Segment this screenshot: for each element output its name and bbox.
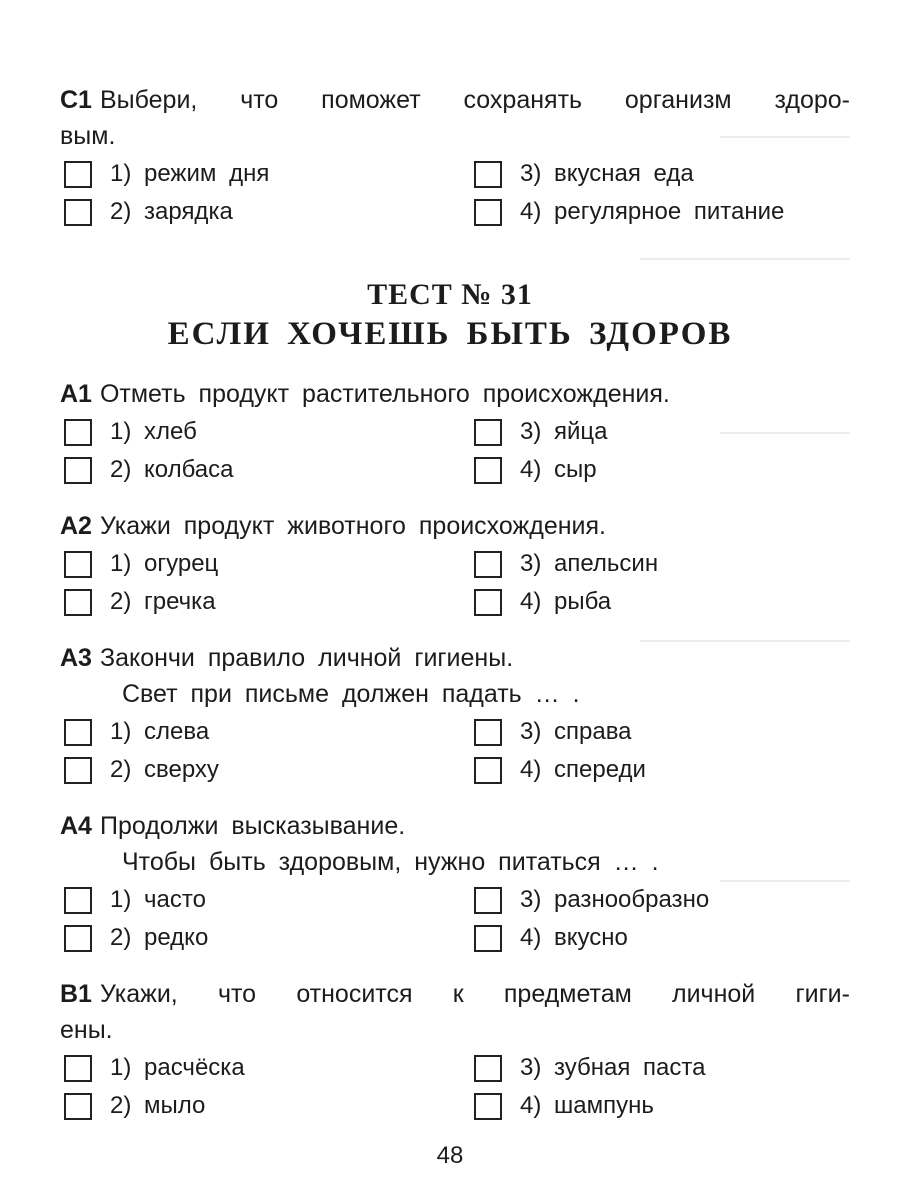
checkbox[interactable] bbox=[64, 457, 92, 484]
checkbox[interactable] bbox=[64, 419, 92, 446]
checkbox[interactable] bbox=[64, 887, 92, 914]
question-number: A1 bbox=[60, 380, 92, 408]
checkbox[interactable] bbox=[64, 719, 92, 746]
question-number: C1 bbox=[60, 86, 92, 114]
question-number: A4 bbox=[60, 812, 92, 840]
checkbox[interactable] bbox=[474, 419, 502, 446]
checkbox[interactable] bbox=[474, 887, 502, 914]
question-text: A2 Укажи продукт животного происхождения. bbox=[60, 512, 606, 540]
question-b1 bbox=[60, 976, 850, 1126]
answer-option[interactable]: 4) регулярное питание bbox=[474, 194, 784, 230]
page-number: 48 bbox=[436, 1142, 464, 1169]
checkbox[interactable] bbox=[474, 199, 502, 226]
bleed-through-line bbox=[640, 258, 850, 260]
question-text: C1 Выбери, что поможет сохранять организм здоро- bbox=[60, 82, 850, 118]
answer-option[interactable]: 4) вкусно bbox=[474, 920, 628, 956]
answer-option[interactable]: 1) режим дня bbox=[64, 156, 269, 192]
answer-option[interactable]: 4) шампунь bbox=[474, 1088, 654, 1124]
question-number: A2 bbox=[60, 512, 92, 540]
answer-option[interactable]: 1) часто bbox=[64, 882, 206, 918]
question-number: A3 bbox=[60, 644, 92, 672]
answer-option[interactable]: 1) хлеб bbox=[64, 414, 197, 450]
answer-options bbox=[60, 714, 850, 790]
answer-option[interactable]: 4) сыр bbox=[474, 452, 597, 488]
answer-option[interactable]: 2) гречка bbox=[64, 584, 216, 620]
answer-option[interactable]: 3) яйца bbox=[474, 414, 608, 450]
checkbox[interactable] bbox=[64, 589, 92, 616]
answer-option[interactable]: 1) огурец bbox=[64, 546, 218, 582]
question-text: A1 Отметь продукт растительного происхождения. bbox=[60, 380, 670, 408]
question-a4 bbox=[60, 808, 850, 958]
answer-option[interactable]: 4) спереди bbox=[474, 752, 646, 788]
answer-option[interactable]: 4) рыба bbox=[474, 584, 611, 620]
question-subtext: Свет при письме должен падать … . bbox=[122, 680, 580, 708]
checkbox[interactable] bbox=[474, 1055, 502, 1082]
checkbox[interactable] bbox=[64, 161, 92, 188]
answer-option[interactable]: 3) справа bbox=[474, 714, 632, 750]
answer-option[interactable]: 3) вкусная еда bbox=[474, 156, 694, 192]
question-a2 bbox=[60, 508, 850, 622]
checkbox[interactable] bbox=[474, 457, 502, 484]
test-number: ТЕСТ № 31 bbox=[367, 278, 533, 311]
checkbox[interactable] bbox=[474, 757, 502, 784]
answer-option[interactable]: 2) сверху bbox=[64, 752, 219, 788]
checkbox[interactable] bbox=[474, 589, 502, 616]
checkbox[interactable] bbox=[64, 925, 92, 952]
question-a1 bbox=[60, 376, 850, 490]
answer-options bbox=[60, 1050, 850, 1126]
answer-option[interactable]: 2) зарядка bbox=[64, 194, 233, 230]
checkbox[interactable] bbox=[474, 161, 502, 188]
question-text-continuation: ены. bbox=[60, 1016, 113, 1044]
answer-option[interactable]: 2) колбаса bbox=[64, 452, 234, 488]
answer-options bbox=[60, 156, 850, 232]
checkbox[interactable] bbox=[64, 551, 92, 578]
question-text: B1 Укажи, что относится к предметам личной гиги- bbox=[60, 976, 850, 1012]
question-number: B1 bbox=[60, 980, 92, 1008]
answer-option[interactable]: 1) расчёска bbox=[64, 1050, 245, 1086]
answer-option[interactable]: 1) слева bbox=[64, 714, 209, 750]
checkbox[interactable] bbox=[474, 1093, 502, 1120]
question-text: A3 Закончи правило личной гигиены. bbox=[60, 644, 514, 672]
answer-option[interactable]: 3) зубная паста bbox=[474, 1050, 705, 1086]
checkbox[interactable] bbox=[64, 199, 92, 226]
answer-option[interactable]: 3) апельсин bbox=[474, 546, 658, 582]
question-c1 bbox=[60, 82, 850, 232]
answer-option[interactable]: 2) редко bbox=[64, 920, 208, 956]
question-text: A4 Продолжи высказывание. bbox=[60, 812, 406, 840]
checkbox[interactable] bbox=[64, 1055, 92, 1082]
answer-options bbox=[60, 414, 850, 490]
test-title: ЕСЛИ ХОЧЕШЬ БЫТЬ ЗДОРОВ bbox=[167, 316, 733, 352]
answer-option[interactable]: 3) разнообразно bbox=[474, 882, 709, 918]
question-text-continuation: вым. bbox=[60, 122, 116, 150]
checkbox[interactable] bbox=[64, 1093, 92, 1120]
checkbox[interactable] bbox=[474, 551, 502, 578]
answer-options bbox=[60, 546, 850, 622]
question-a3 bbox=[60, 640, 850, 790]
question-subtext: Чтобы быть здоровым, нужно питаться … . bbox=[122, 848, 659, 876]
answer-options bbox=[60, 882, 850, 958]
answer-option[interactable]: 2) мыло bbox=[64, 1088, 205, 1124]
checkbox[interactable] bbox=[64, 757, 92, 784]
checkbox[interactable] bbox=[474, 719, 502, 746]
checkbox[interactable] bbox=[474, 925, 502, 952]
